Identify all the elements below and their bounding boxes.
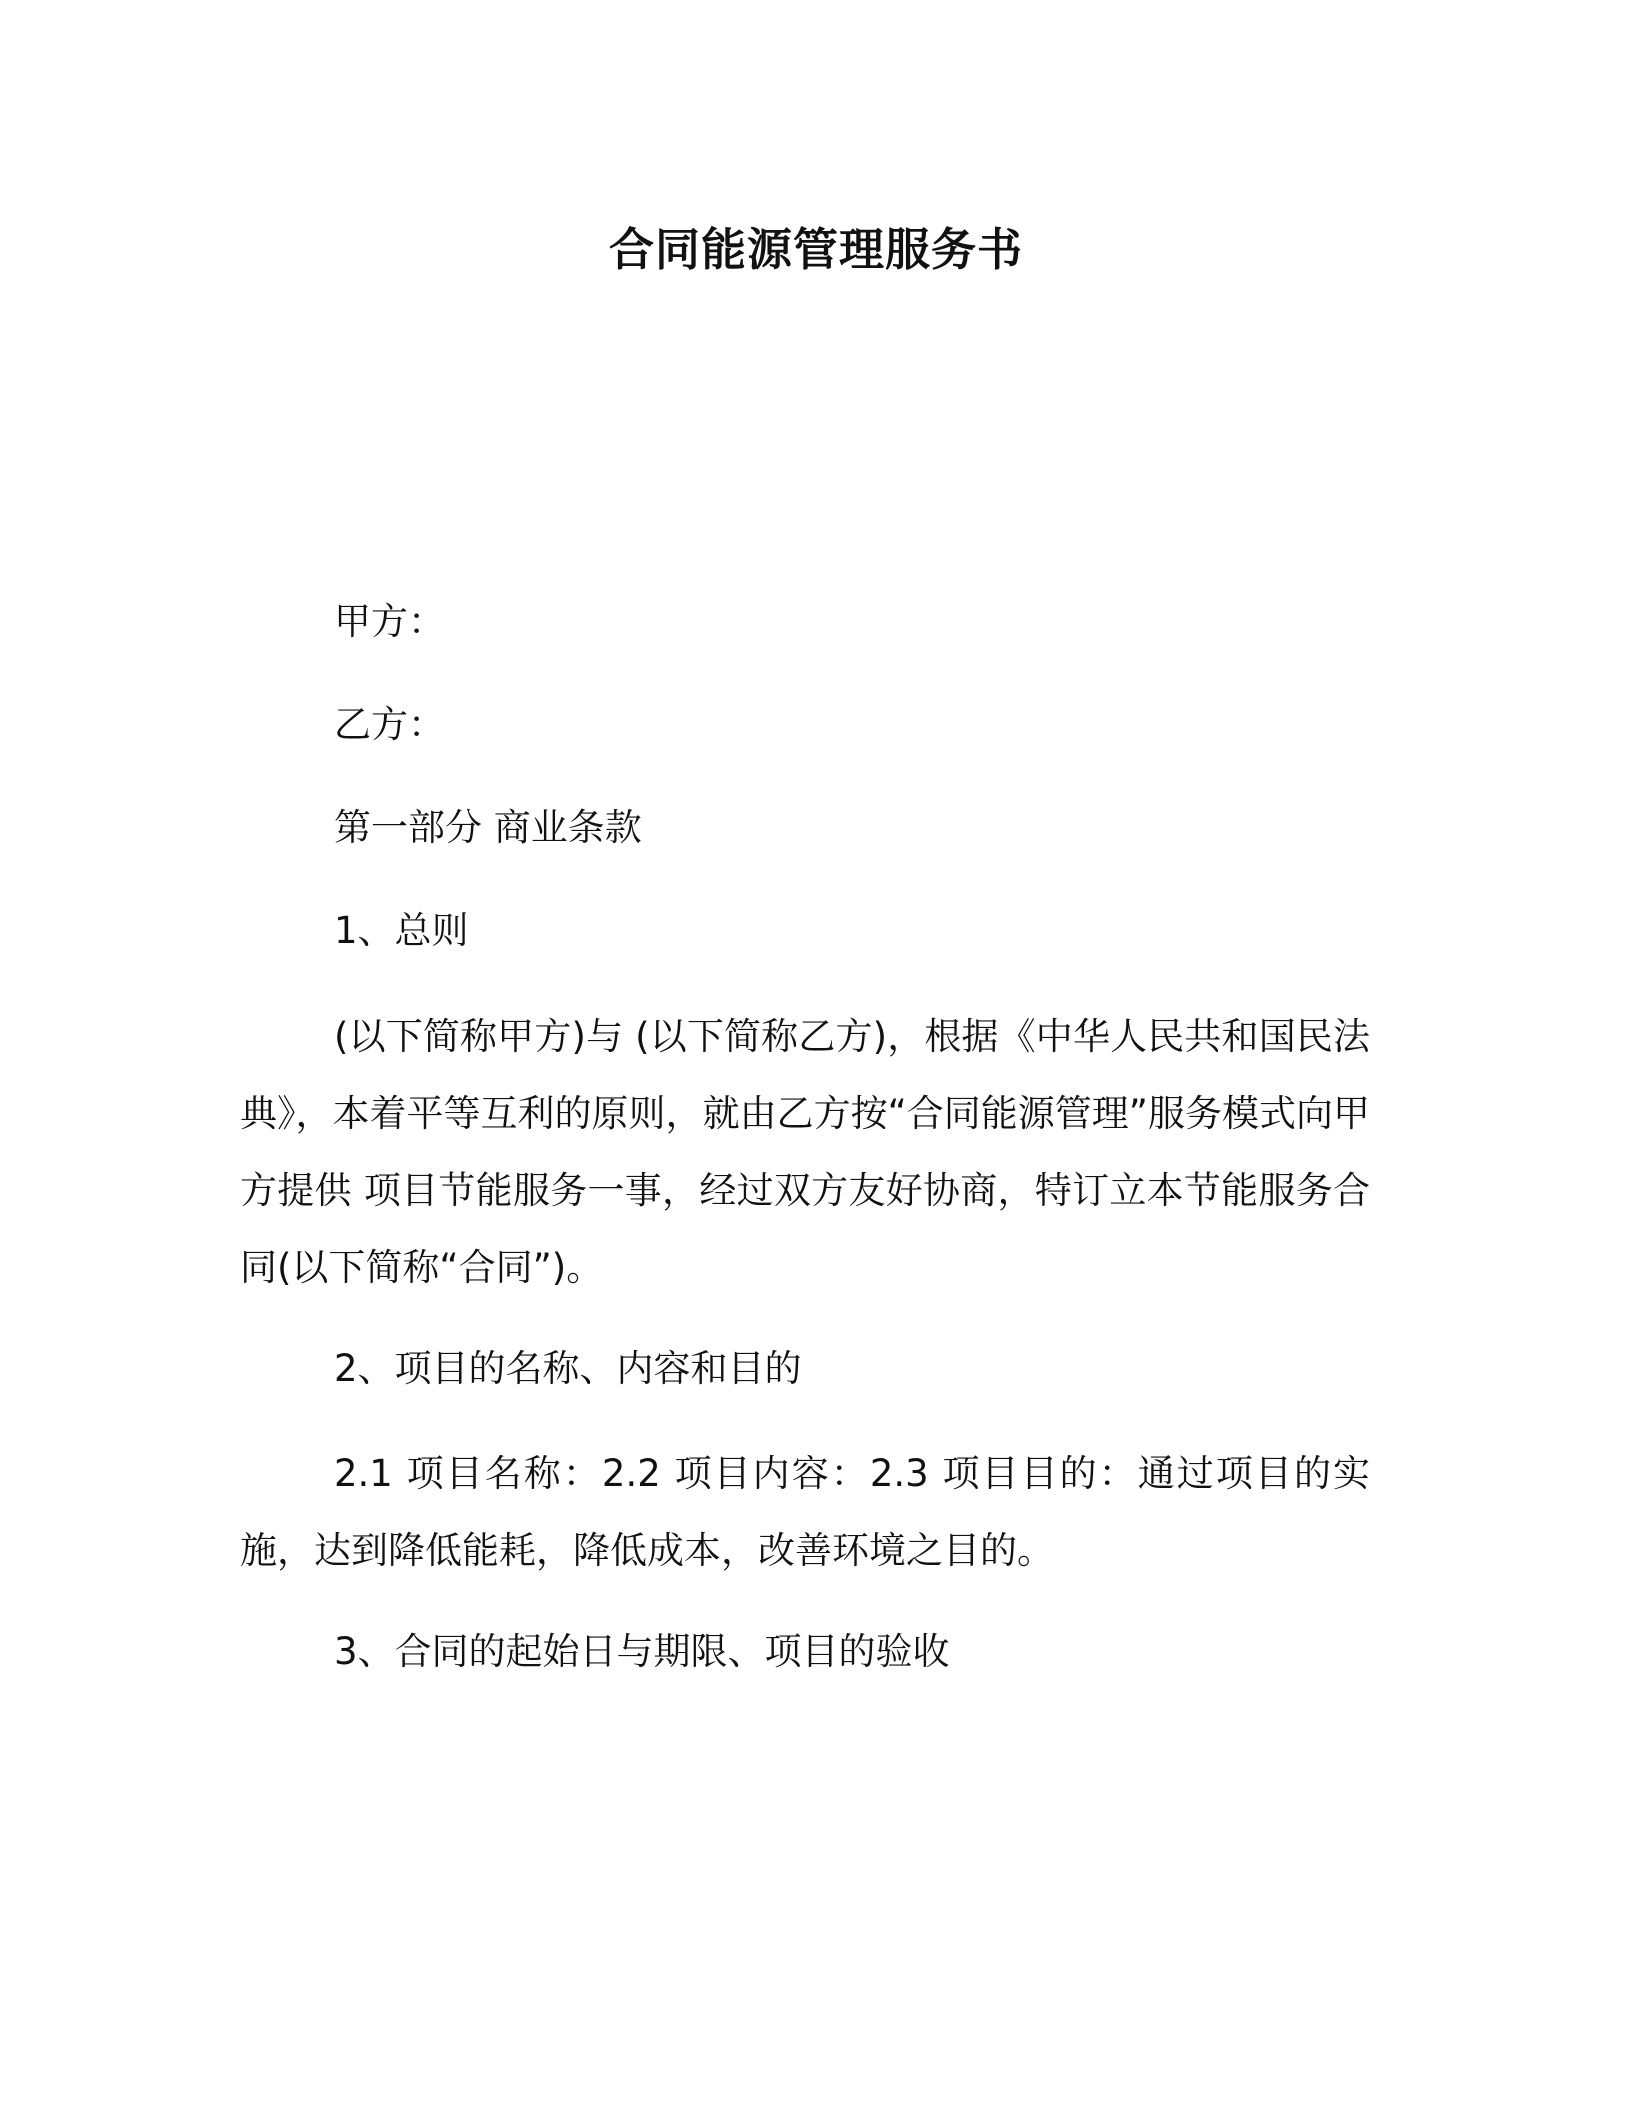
section-3-heading: 3、合同的起始日与期限、项目的验收 (334, 1630, 950, 1673)
party-a-label: 甲方： (334, 600, 445, 643)
part-one-heading: 第一部分 商业条款 (334, 806, 642, 849)
document-title: 合同能源管理服务书 (608, 223, 1023, 276)
section-2-body: 2.1 项目名称：2.2 项目内容：2.3 项目目的：通过项目的实施，达到降低能耗，降低成本，改善环境之目的。 (240, 1452, 1370, 1572)
section-2-heading: 2、项目的名称、内容和目的 (334, 1347, 802, 1390)
party-b-label: 乙方： (334, 703, 445, 746)
section-1-body: (以下简称甲方)与 (以下简称乙方)，根据《中华人民共和国民法典》，本着平等互利的原则，就由乙方按“合同能源管理”服务模式向甲方提供 项目节能服务一事，经过双方友好协商，特订立本节能服务合同(以下简称“合同”)。 (240, 1015, 1370, 1289)
section-1-heading: 1、总则 (334, 909, 469, 952)
